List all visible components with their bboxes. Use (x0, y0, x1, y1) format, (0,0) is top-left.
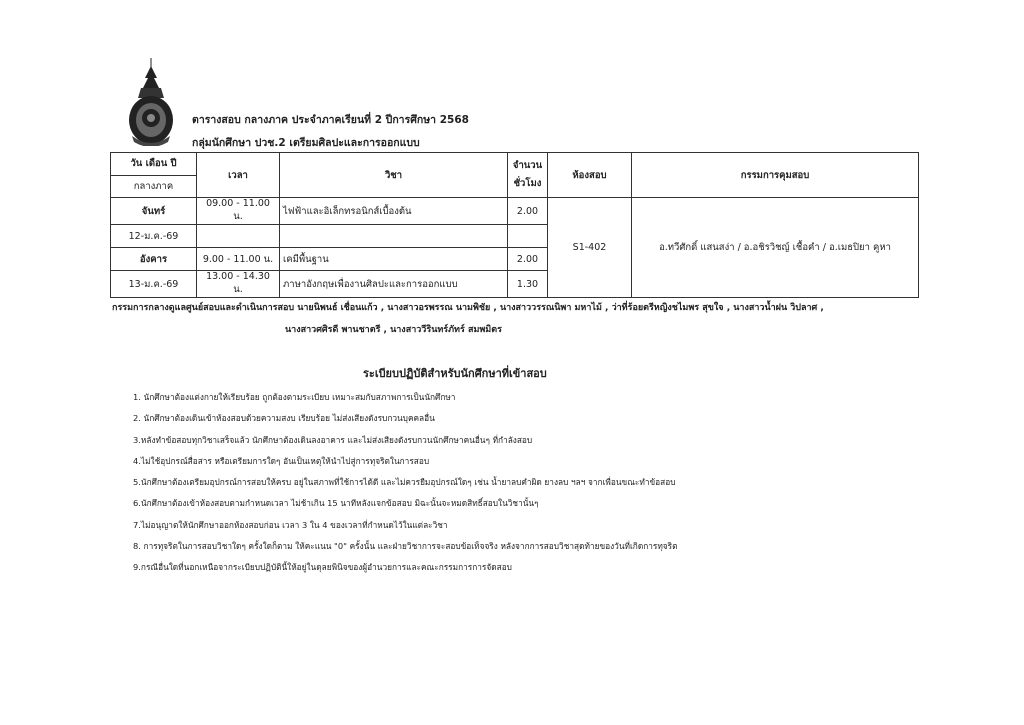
university-crest-icon (128, 58, 174, 146)
header-subject: วิชา (280, 153, 508, 198)
day2-weekday: อังคาร (111, 248, 197, 271)
rule-item: 3.หลังทำข้อสอบทุกวิชาเสร็จแล้ว นักศึกษาต้องเดินลงอาคาร และไม่ส่งเสียงดังรบกวนนักศึกษาคนอื่นๆ ที่กำลังสอบ (133, 434, 533, 445)
page-title: ตารางสอบ กลางภาค ประจำภาคเรียนที่ 2 ปีการศึกษา 2568 (192, 114, 469, 126)
header-room: ห้องสอบ (548, 153, 632, 198)
day2-slot2-hours: 1.30 (508, 271, 548, 298)
exam-room: S1-402 (548, 198, 632, 298)
committee-line-2: นางสาวศศิรดี พานชาตรี , นางสาววีรินทร์ภัทร์ สมพมิตร (285, 325, 502, 335)
header-midterm: กลางภาค (133, 181, 174, 192)
student-group: กลุ่มนักศึกษา ปวช.2 เตรียมศิลปะและการออกแบบ (192, 137, 420, 149)
day2-date: 13-ม.ค.-69 (111, 271, 197, 298)
rule-item: 7.ไม่อนุญาตให้นักศึกษาออกห้องสอบก่อน เวลา 3 ใน 4 ของเวลาที่กำหนดไว้ในแต่ละวิชา (133, 519, 448, 530)
rule-item: 6.นักศึกษาต้องเข้าห้องสอบตามกำหนดเวลา ไม่ช้าเกิน 15 นาทีหลังแจกข้อสอบ มิฉะนั้นจะหมดสิทธิ์สอบในวิชานั้นๆ (133, 498, 539, 509)
day1-time: 09.00 - 11.00 น. (197, 198, 280, 225)
day2-slot2-subject: ภาษาอังกฤษเพื่องานศิลปะและการออกแบบ (280, 271, 508, 298)
day1-hours: 2.00 (508, 198, 548, 225)
day1-subject: ไฟฟ้าและอิเล็กทรอนิกส์เบื้องต้น (280, 198, 508, 225)
day1-date: 12-ม.ค.-69 (111, 225, 197, 248)
committee-line-1: กรรมการกลางดูแลศูนย์สอบและดำเนินการสอบ นายนิพนธ์ เชื่อนแก้ว , นางสาวอรพรรณ นามพิชัย , นางสาววรรณนิพา มหาไม้ , ว่าที่ร้อยตรีหญิงชไมพร สุขใจ , นางสาวน้ำฝน วิปลาศ , (112, 303, 824, 313)
header-time: เวลา (197, 153, 280, 198)
day2-slot2-time: 13.00 - 14.30 น. (197, 271, 280, 298)
rules-title: ระเบียบปฏิบัติสำหรับนักศึกษาที่เข้าสอบ (363, 367, 547, 380)
day1-weekday: จันทร์ (111, 198, 197, 225)
rules-list (133, 390, 678, 582)
header-date: วัน เดือน ปี (111, 153, 196, 176)
exam-schedule-table (110, 152, 919, 298)
day2-slot1-subject: เคมีพื้นฐาน (280, 248, 508, 271)
rule-item: 4.ไม่ใช้อุปกรณ์สื่อสาร หรือเตรียมการใดๆ อันเป็นเหตุให้นำไปสู่การทุจริตในการสอบ (133, 455, 430, 466)
day2-slot1-time: 9.00 - 11.00 น. (197, 248, 280, 271)
header-hours: จำนวน ชั่วโมง (508, 153, 548, 198)
rule-item: 9.กรณีอื่นใดที่นอกเหนือจากระเบียบปฏิบัตินี้ให้อยู่ในดุลยพินิจของผู้อำนวยการและคณะกรรมการการจัดสอบ (133, 562, 512, 573)
rule-item: 1. นักศึกษาต้องแต่งกายให้เรียบร้อย ถูกต้องตามระเบียบ เหมาะสมกับสภาพการเป็นนักศึกษา (133, 392, 456, 402)
proctor-list: อ.ทวีศักดิ์ แสนสง่า / อ.อชิรวิชญ์ เชื้อคำ / อ.เมธปิยา คูหา (632, 198, 919, 298)
rule-item: 2. นักศึกษาต้องเดินเข้าห้องสอบด้วยความสงบ เรียบร้อย ไม่ส่งเสียงดังรบกวนบุคคลอื่น (133, 413, 435, 424)
rule-item: 8. การทุจริตในการสอบวิชาใดๆ ครั้งใดก็ตาม ให้คะแนน "0" ครั้งนั้น และฝ่ายวิชาการจะสอบข้อเท็จจริง หลังจากการสอบวิชาสุดท้ายของวันที่เกิดการทุจริต (133, 541, 678, 552)
day2-slot1-hours: 2.00 (508, 248, 548, 271)
rule-item: 5.นักศึกษาต้องเตรียมอุปกรณ์การสอบให้ครบ อยู่ในสภาพที่ใช้การได้ดี และไม่ควรยืมอุปกรณ์ใดๆ เช่น น้ำยาลบคำผิด ยางลบ ฯลฯ จากเพื่อนขณะทำข้อสอบ (133, 477, 676, 488)
header-proctors: กรรมการคุมสอบ (632, 153, 919, 198)
